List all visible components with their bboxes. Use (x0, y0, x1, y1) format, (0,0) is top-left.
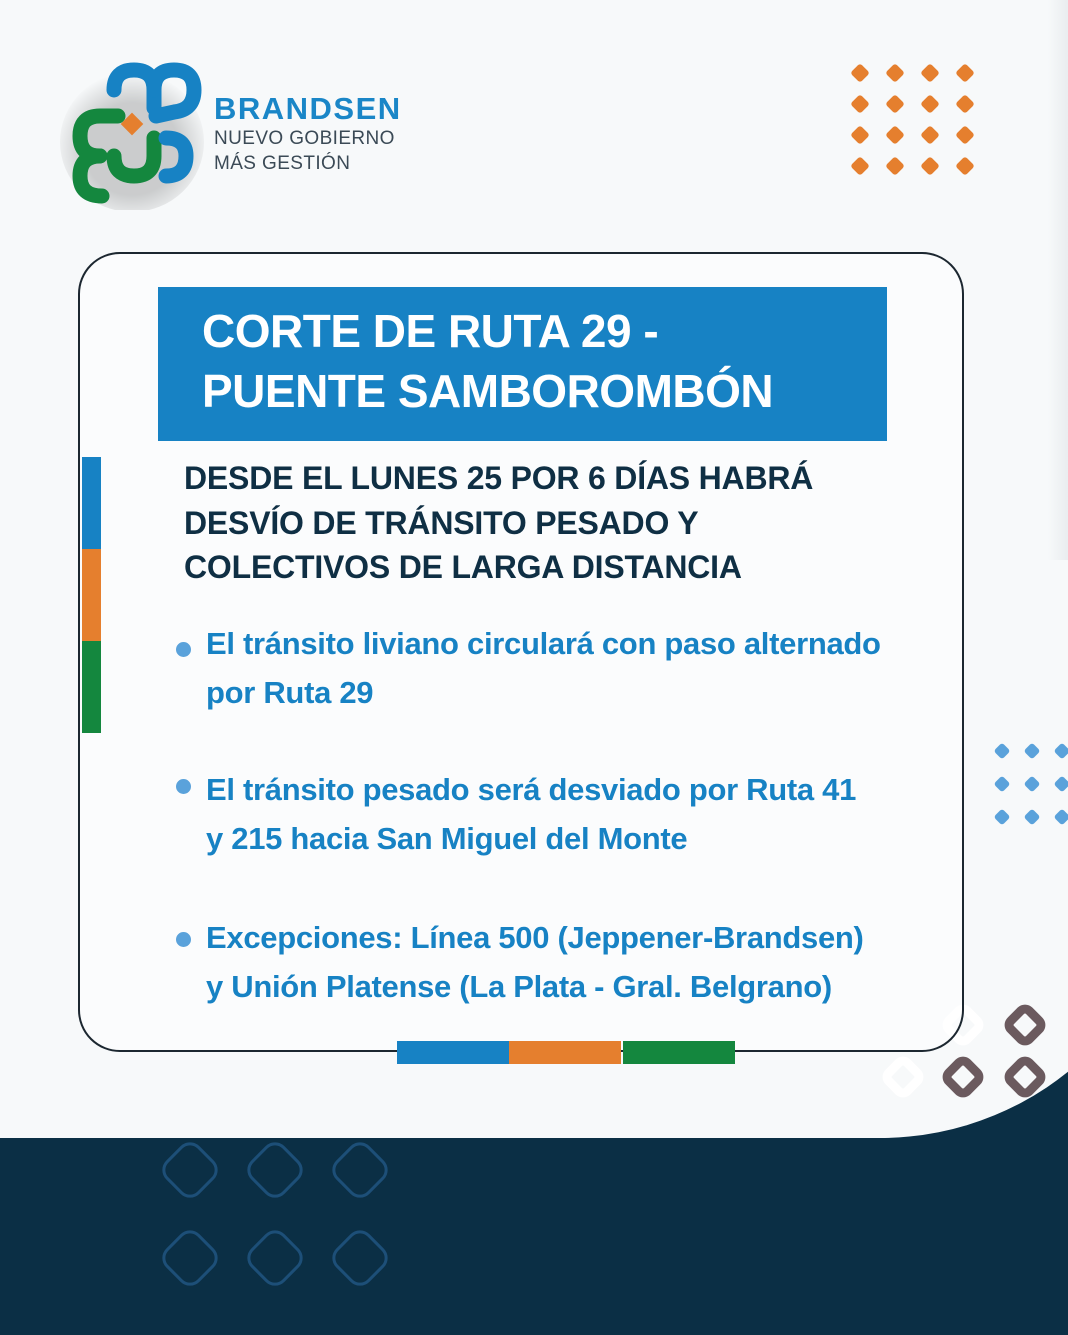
title-line-2: PUENTE SAMBOROMBÓN (202, 365, 774, 417)
bullet-dot (176, 642, 191, 657)
brand-name: BRANDSEN (214, 91, 402, 126)
brandsen-logo-icon (56, 60, 206, 210)
orange-dots-pattern (848, 60, 978, 180)
bottom-bar-blue (397, 1041, 509, 1064)
bullet-1-line-2: por Ruta 29 (206, 675, 374, 710)
bottom-bar-orange (509, 1041, 621, 1064)
bullet-3-line-2: y Unión Platense (La Plata - Gral. Belgrano) (206, 969, 832, 1004)
bullet-3-line-1: Excepciones: Línea 500 (Jeppener-Brandsen) (206, 920, 864, 955)
subtitle-line-3: COLECTIVOS DE LARGA DISTANCIA (184, 549, 742, 585)
bullet-dot (176, 932, 191, 947)
side-bar-green (82, 641, 101, 733)
bullet-dot (176, 779, 191, 794)
blue-dots-pattern (988, 740, 1068, 832)
brand-tagline-2: MÁS GESTIÓN (214, 153, 351, 174)
subtitle (184, 456, 904, 590)
bullet-1-line-1: El tránsito liviano circulará con paso alternado (206, 626, 881, 661)
bullet-2-line-2: y 215 hacia San Miguel del Monte (206, 821, 688, 856)
side-bar-blue (82, 457, 101, 549)
subtitle-line-1: DESDE EL LUNES 25 POR 6 DÍAS HABRÁ (184, 460, 814, 496)
subtitle-line-2: DESVÍO DE TRÁNSITO PESADO Y (184, 504, 699, 541)
title-line-1: CORTE DE RUTA 29 - (202, 305, 659, 357)
brand-block (214, 92, 402, 176)
bottom-bar-green (623, 1041, 735, 1064)
bullet-2-line-1: El tránsito pesado será desviado por Ruta 41 (206, 772, 857, 807)
title-banner (158, 287, 887, 441)
right-edge-shade (1048, 0, 1068, 560)
brand-tagline-1: NUEVO GOBIERNO (214, 128, 395, 149)
side-bar-orange (82, 549, 101, 641)
outline-diamonds-bottom (150, 1130, 410, 1310)
